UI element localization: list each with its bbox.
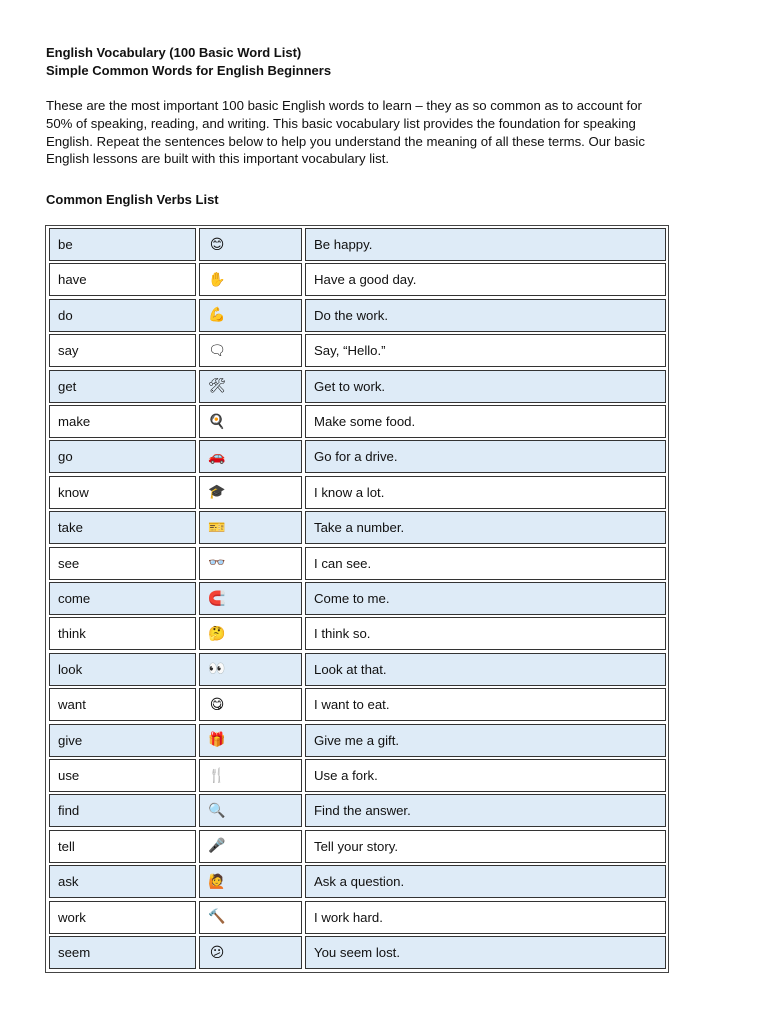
thinking-face-icon: 🤔: [208, 625, 226, 642]
example-sentence: I want to eat.: [314, 697, 390, 713]
table-row: [46, 405, 668, 438]
verb-icon-cell: [199, 617, 302, 650]
verb-word: take: [58, 520, 83, 536]
verb-word: go: [58, 449, 73, 465]
smiling-face-icon: 😊: [209, 236, 225, 253]
verb-word-cell: [49, 865, 196, 898]
verb-icon-cell: [199, 547, 302, 580]
verb-word: tell: [58, 838, 75, 854]
table-row: [46, 617, 668, 650]
example-sentence: Have a good day.: [314, 272, 417, 288]
example-sentence-cell: [305, 688, 666, 721]
document-title-block: [46, 44, 331, 80]
table-row: [46, 794, 668, 827]
example-sentence-cell: [305, 405, 666, 438]
example-sentence-cell: [305, 228, 666, 261]
example-sentence: Ask a question.: [314, 874, 405, 890]
table-row: [46, 547, 668, 580]
table-row: [46, 901, 668, 934]
example-sentence-cell: [305, 653, 666, 686]
table-row: [46, 228, 668, 261]
speech-bubble-icon: 🗨: [208, 342, 226, 359]
verb-icon-cell: [199, 724, 302, 757]
verb-word: work: [58, 909, 86, 925]
verb-icon-cell: [199, 936, 302, 969]
verb-word-cell: [49, 901, 196, 934]
verb-word-cell: [49, 936, 196, 969]
intro-line: English lessons are built with this important vocabulary list.: [46, 151, 390, 167]
example-sentence-cell: [305, 794, 666, 827]
verb-word: think: [58, 626, 86, 642]
verb-word-cell: [49, 370, 196, 403]
verb-icon-cell: [199, 299, 302, 332]
verb-icon-cell: [199, 582, 302, 615]
verb-word: be: [58, 237, 73, 252]
face-savoring-food-icon: 😋: [209, 696, 225, 713]
example-sentence-cell: [305, 370, 666, 403]
verbs-table: [45, 225, 669, 973]
graduation-cap-icon: 🎓: [208, 484, 226, 501]
example-sentence-cell: [305, 334, 666, 367]
verb-word: want: [58, 697, 86, 713]
verb-word: use: [58, 768, 80, 783]
intro-line: These are the most important 100 basic English words to learn – they as so common as to account for: [46, 98, 642, 113]
verb-icon-cell: [199, 370, 302, 403]
example-sentence: Go for a drive.: [314, 449, 398, 465]
example-sentence-cell: [305, 901, 666, 934]
verb-word-cell: [49, 334, 196, 367]
verb-icon-cell: [199, 901, 302, 934]
verb-word-cell: [49, 228, 196, 261]
verb-word: know: [58, 484, 89, 500]
table-row: [46, 759, 668, 792]
magnet-icon: 🧲: [208, 590, 226, 607]
example-sentence: Make some food.: [314, 414, 416, 429]
verb-word: look: [58, 661, 83, 677]
verb-icon-cell: [199, 511, 302, 544]
example-sentence: You seem lost.: [314, 945, 401, 960]
verb-icon-cell: [199, 794, 302, 827]
example-sentence-cell: [305, 759, 666, 792]
example-sentence: Give me a gift.: [314, 732, 400, 748]
verb-word-cell: [49, 617, 196, 650]
verb-icon-cell: [199, 263, 302, 296]
example-sentence-cell: [305, 582, 666, 615]
verb-word: have: [58, 272, 87, 288]
verb-word: ask: [58, 874, 79, 890]
example-sentence: I think so.: [314, 626, 371, 642]
verb-icon-cell: [199, 865, 302, 898]
example-sentence: Look at that.: [314, 661, 387, 677]
person-raising-hand-icon: 🙋: [208, 873, 226, 890]
verb-icon-cell: [199, 830, 302, 863]
table-row: [46, 440, 668, 473]
gift-icon: 🎁: [208, 732, 226, 749]
verb-word: see: [58, 555, 80, 571]
example-sentence-cell: [305, 617, 666, 650]
verb-word-cell: [49, 724, 196, 757]
verb-word: say: [58, 343, 79, 359]
example-sentence-cell: [305, 936, 666, 969]
verb-word-cell: [49, 830, 196, 863]
document-title: English Vocabulary (100 Basic Word List): [46, 45, 302, 60]
eyes-icon: 👀: [208, 661, 226, 678]
verb-word-cell: [49, 440, 196, 473]
example-sentence-cell: [305, 440, 666, 473]
example-sentence: I can see.: [314, 555, 372, 571]
cook-icon: 🍳: [208, 413, 226, 430]
example-sentence-cell: [305, 724, 666, 757]
verb-word-cell: [49, 653, 196, 686]
verb-word: do: [58, 307, 73, 323]
verb-icon-cell: [199, 476, 302, 509]
verb-word-cell: [49, 299, 196, 332]
example-sentence: Do the work.: [314, 307, 389, 323]
example-sentence: Take a number.: [314, 520, 405, 536]
example-sentence-cell: [305, 865, 666, 898]
table-row: [46, 511, 668, 544]
verb-word-cell: [49, 547, 196, 580]
example-sentence-cell: [305, 830, 666, 863]
table-row: [46, 334, 668, 367]
verb-icon-cell: [199, 688, 302, 721]
raised-hand-icon: ✋: [208, 271, 226, 288]
example-sentence: I know a lot.: [314, 484, 385, 500]
table-row: [46, 263, 668, 296]
verb-icon-cell: [199, 334, 302, 367]
table-row: [46, 582, 668, 615]
section-heading: Common English Verbs List: [46, 192, 219, 207]
verb-word: give: [58, 732, 83, 748]
verb-word-cell: [49, 582, 196, 615]
verb-icon-cell: [199, 759, 302, 792]
example-sentence-cell: [305, 263, 666, 296]
magnifying-glass-icon: 🔍: [208, 802, 226, 819]
verb-word-cell: [49, 759, 196, 792]
intro-line: 50% of speaking, reading, and writing. This basic vocabulary list provides the foundation for speaking: [46, 115, 636, 131]
example-sentence: Use a fork.: [314, 768, 378, 783]
verb-word-cell: [49, 794, 196, 827]
verb-word: seem: [58, 945, 91, 960]
verb-icon-cell: [199, 228, 302, 261]
example-sentence-cell: [305, 547, 666, 580]
microphone-icon: 🎤: [208, 838, 226, 855]
verb-word-cell: [49, 405, 196, 438]
flexed-biceps-icon: 💪: [208, 307, 226, 324]
example-sentence-cell: [305, 299, 666, 332]
table-row: [46, 865, 668, 898]
verb-word-cell: [49, 476, 196, 509]
example-sentence: Come to me.: [314, 591, 390, 606]
table-row: [46, 688, 668, 721]
example-sentence-cell: [305, 476, 666, 509]
verb-word: come: [58, 591, 91, 606]
table-row: [46, 476, 668, 509]
example-sentence: Tell your story.: [314, 838, 399, 854]
example-sentence: Say, “Hello.”: [314, 343, 386, 359]
verb-word: find: [58, 803, 80, 819]
document-subtitle: Simple Common Words for English Beginners: [46, 63, 332, 78]
table-row: [46, 936, 668, 969]
hammer-icon: 🔨: [208, 909, 226, 926]
verb-icon-cell: [199, 653, 302, 686]
intro-line: English. Repeat the sentences below to help you understand the meaning of all these terms. Our basic: [46, 133, 645, 149]
table-row: [46, 370, 668, 403]
table-row: [46, 653, 668, 686]
fork-icon: 🍴: [208, 767, 226, 784]
example-sentence: Find the answer.: [314, 803, 411, 819]
example-sentence-cell: [305, 511, 666, 544]
verb-word: get: [58, 378, 77, 394]
example-sentence: I work hard.: [314, 909, 383, 925]
verb-word-cell: [49, 688, 196, 721]
table-row: [46, 830, 668, 863]
example-sentence: Get to work.: [314, 378, 386, 394]
example-sentence: Be happy.: [314, 237, 373, 252]
car-icon: 🚗: [208, 448, 226, 465]
verb-word: make: [58, 414, 91, 429]
confused-face-icon: 😕: [209, 944, 225, 961]
verb-word-cell: [49, 263, 196, 296]
hammer-wrench-icon: 🛠: [208, 378, 226, 395]
table-row: [46, 299, 668, 332]
verb-word-cell: [49, 511, 196, 544]
glasses-icon: 👓: [208, 555, 226, 572]
ticket-icon: 🎫: [208, 519, 226, 536]
table-row: [46, 724, 668, 757]
verb-icon-cell: [199, 440, 302, 473]
intro-paragraph: [46, 97, 726, 168]
verb-icon-cell: [199, 405, 302, 438]
